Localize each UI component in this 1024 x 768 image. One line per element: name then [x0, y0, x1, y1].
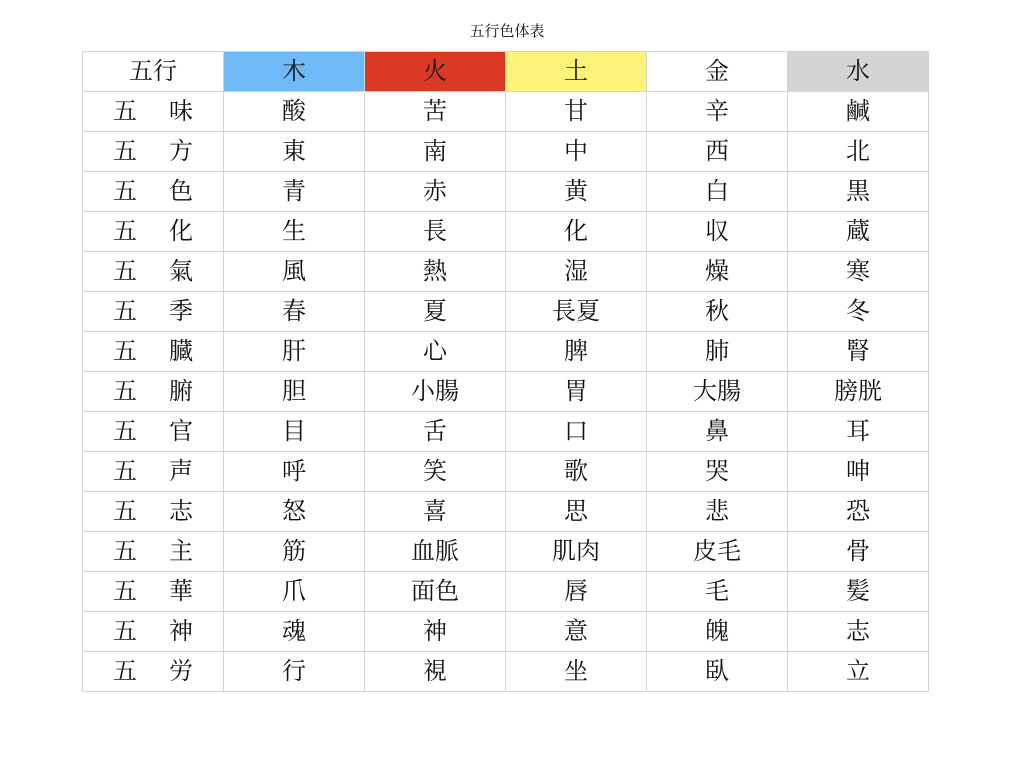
- table-cell: 鹹: [788, 92, 929, 132]
- table-cell: 赤: [365, 172, 506, 212]
- header-row: [83, 52, 929, 92]
- table-cell: 呼: [224, 452, 365, 492]
- row-label-category: 腑: [169, 377, 193, 405]
- table-cell: 胆: [224, 372, 365, 412]
- table-cell: 西: [647, 132, 788, 172]
- row-label-prefix: 五: [113, 97, 137, 125]
- row-label-category: 化: [169, 217, 193, 245]
- element-header-water: 水: [788, 52, 929, 92]
- table-cell: 長夏: [506, 292, 647, 332]
- table-cell: 恐: [788, 492, 929, 532]
- table-cell: 怒: [224, 492, 365, 532]
- row-label: [83, 652, 224, 692]
- row-label-prefix: 五: [113, 297, 137, 325]
- table-row: [83, 572, 929, 612]
- table-cell: 蔵: [788, 212, 929, 252]
- table-cell: 熱: [365, 252, 506, 292]
- row-label-category: 労: [169, 657, 193, 685]
- table-row: [83, 372, 929, 412]
- table-cell: 湿: [506, 252, 647, 292]
- row-label: [83, 92, 224, 132]
- row-label-prefix: 五: [113, 577, 137, 605]
- row-label-prefix: 五: [113, 257, 137, 285]
- table-row: [83, 332, 929, 372]
- table-row: [83, 652, 929, 692]
- table-cell: 小腸: [365, 372, 506, 412]
- table-cell: 口: [506, 412, 647, 452]
- table-cell: 風: [224, 252, 365, 292]
- table-cell: 甘: [506, 92, 647, 132]
- row-label-prefix: 五: [113, 217, 137, 245]
- table-cell: 魂: [224, 612, 365, 652]
- row-label: [83, 412, 224, 452]
- table-cell: 面色: [365, 572, 506, 612]
- table-row: [83, 132, 929, 172]
- table-cell: 立: [788, 652, 929, 692]
- row-label-category: 神: [169, 617, 193, 645]
- table-cell: 筋: [224, 532, 365, 572]
- row-label: [83, 172, 224, 212]
- table-cell: 膀胱: [788, 372, 929, 412]
- row-label-category: 臓: [169, 337, 193, 365]
- row-label: [83, 292, 224, 332]
- row-label-prefix: 五: [113, 377, 137, 405]
- row-label-prefix: 五: [113, 617, 137, 645]
- table-cell: 酸: [224, 92, 365, 132]
- row-label: [83, 332, 224, 372]
- table-cell: 秋: [647, 292, 788, 332]
- row-label-category: 方: [169, 137, 193, 165]
- table-cell: 苦: [365, 92, 506, 132]
- table-cell: 中: [506, 132, 647, 172]
- row-label: [83, 572, 224, 612]
- table-cell: 燥: [647, 252, 788, 292]
- row-label-category: 志: [169, 497, 193, 525]
- table-cell: 悲: [647, 492, 788, 532]
- row-label: [83, 452, 224, 492]
- element-header-metal: 金: [647, 52, 788, 92]
- table-cell: 意: [506, 612, 647, 652]
- table-cell: 耳: [788, 412, 929, 452]
- table-cell: 哭: [647, 452, 788, 492]
- table-cell: 歌: [506, 452, 647, 492]
- table-cell: 毛: [647, 572, 788, 612]
- table-cell: 肝: [224, 332, 365, 372]
- row-label: [83, 532, 224, 572]
- row-label-prefix: 五: [113, 457, 137, 485]
- row-label-category: 氣: [169, 257, 193, 285]
- element-header-wood: 木: [224, 52, 365, 92]
- row-label: [83, 252, 224, 292]
- table-cell: 胃: [506, 372, 647, 412]
- table-cell: 東: [224, 132, 365, 172]
- table-cell: 収: [647, 212, 788, 252]
- table-cell: 思: [506, 492, 647, 532]
- row-label-prefix: 五: [113, 337, 137, 365]
- table-body: [83, 92, 929, 692]
- table-cell: 血脈: [365, 532, 506, 572]
- table-cell: 長: [365, 212, 506, 252]
- table-cell: 大腸: [647, 372, 788, 412]
- table-cell: 辛: [647, 92, 788, 132]
- row-label-category: 官: [169, 417, 193, 445]
- table-cell: 黄: [506, 172, 647, 212]
- table-row: [83, 532, 929, 572]
- table-cell: 舌: [365, 412, 506, 452]
- table-cell: 心: [365, 332, 506, 372]
- row-label-category: 華: [169, 577, 193, 605]
- table-row: [83, 452, 929, 492]
- table-cell: 髪: [788, 572, 929, 612]
- table-cell: 行: [224, 652, 365, 692]
- table-cell: 喜: [365, 492, 506, 532]
- row-label: [83, 612, 224, 652]
- table-cell: 夏: [365, 292, 506, 332]
- row-label-category: 色: [169, 177, 193, 205]
- table-cell: 白: [647, 172, 788, 212]
- table-cell: 寒: [788, 252, 929, 292]
- table-cell: 肌肉: [506, 532, 647, 572]
- table-row: [83, 612, 929, 652]
- table-cell: 黒: [788, 172, 929, 212]
- row-label-prefix: 五: [113, 537, 137, 565]
- table-cell: 北: [788, 132, 929, 172]
- table-cell: 青: [224, 172, 365, 212]
- table-cell: 志: [788, 612, 929, 652]
- table-row: [83, 92, 929, 132]
- table-cell: 生: [224, 212, 365, 252]
- table-cell: 臥: [647, 652, 788, 692]
- table-cell: 皮毛: [647, 532, 788, 572]
- row-label: [83, 132, 224, 172]
- table-row: [83, 412, 929, 452]
- five-elements-table: [82, 51, 929, 692]
- row-label: [83, 212, 224, 252]
- table-row: [83, 172, 929, 212]
- element-header-fire: 火: [365, 52, 506, 92]
- table-cell: 南: [365, 132, 506, 172]
- table-cell: 坐: [506, 652, 647, 692]
- table-row: [83, 292, 929, 332]
- table-cell: 腎: [788, 332, 929, 372]
- row-label-category: 主: [169, 537, 193, 565]
- table-cell: 冬: [788, 292, 929, 332]
- row-label-prefix: 五: [113, 657, 137, 685]
- table-cell: 化: [506, 212, 647, 252]
- row-label-category: 声: [169, 457, 193, 485]
- table-cell: 視: [365, 652, 506, 692]
- table-cell: 神: [365, 612, 506, 652]
- row-label-category: 季: [169, 297, 193, 325]
- table-cell: 春: [224, 292, 365, 332]
- row-label-prefix: 五: [113, 177, 137, 205]
- table-cell: 目: [224, 412, 365, 452]
- row-label-prefix: 五: [113, 417, 137, 445]
- table-row: [83, 492, 929, 532]
- row-label-prefix: 五: [113, 497, 137, 525]
- table-cell: 骨: [788, 532, 929, 572]
- table-cell: 唇: [506, 572, 647, 612]
- table-cell: 脾: [506, 332, 647, 372]
- element-header-earth: 土: [506, 52, 647, 92]
- corner-header: 五行: [83, 52, 224, 92]
- row-label-category: 味: [169, 97, 193, 125]
- row-label-prefix: 五: [113, 137, 137, 165]
- table-cell: 笑: [365, 452, 506, 492]
- table-row: [83, 212, 929, 252]
- row-label: [83, 492, 224, 532]
- row-label: [83, 372, 224, 412]
- table-row: [83, 252, 929, 292]
- table-cell: 鼻: [647, 412, 788, 452]
- table-cell: 肺: [647, 332, 788, 372]
- table-cell: 爪: [224, 572, 365, 612]
- table-cell: 魄: [647, 612, 788, 652]
- document-title: 五行色体表: [469, 22, 545, 40]
- table-cell: 呻: [788, 452, 929, 492]
